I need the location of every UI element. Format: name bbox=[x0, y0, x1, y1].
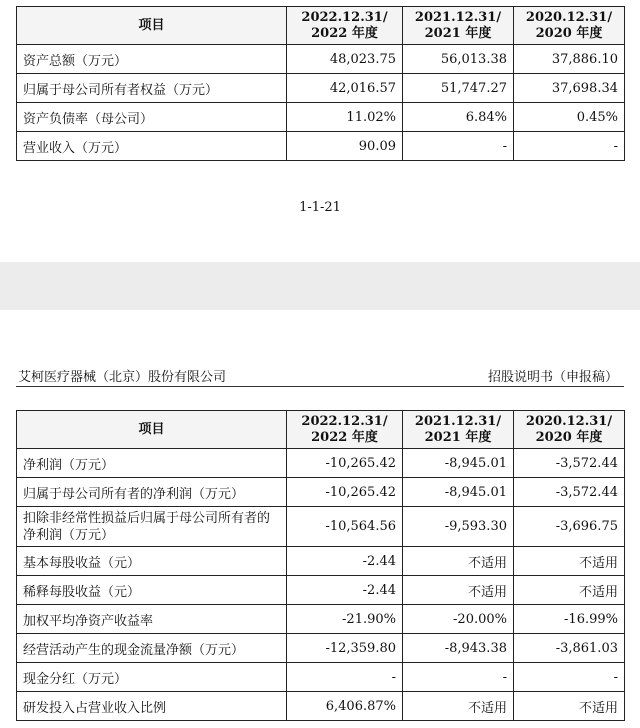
page-number: 1-1-21 bbox=[299, 200, 341, 215]
cell-2020: - bbox=[514, 663, 625, 692]
cell-2020: 0.45% bbox=[514, 103, 625, 132]
column-header-item: 项目 bbox=[17, 7, 287, 45]
cell-2022: -10,265.42 bbox=[287, 478, 403, 507]
cell-2021: 不适用 bbox=[403, 692, 514, 721]
row-label: 现金分红（万元） bbox=[17, 663, 287, 692]
table-row bbox=[17, 547, 625, 576]
cell-2021: -8,945.01 bbox=[403, 478, 514, 507]
financial-summary-table-1 bbox=[16, 6, 625, 161]
cell-2022: -12,359.80 bbox=[287, 634, 403, 663]
table-row bbox=[17, 507, 625, 547]
table-row bbox=[17, 634, 625, 663]
cell-2022: 90.09 bbox=[287, 132, 403, 161]
table-row bbox=[17, 45, 625, 74]
cell-2020: 37,698.34 bbox=[514, 74, 625, 103]
page-separator bbox=[0, 262, 640, 310]
cell-2022: -2.44 bbox=[287, 576, 403, 605]
cell-2022: -2.44 bbox=[287, 547, 403, 576]
row-label: 经营活动产生的现金流量净额（万元） bbox=[17, 634, 287, 663]
cell-2021: 不适用 bbox=[403, 547, 514, 576]
table-row bbox=[17, 74, 625, 103]
column-header-2020: 2020.12.31/ 2020 年度 bbox=[514, 411, 625, 449]
cell-2022: 6,406.87% bbox=[287, 692, 403, 721]
cell-2021: -8,945.01 bbox=[403, 449, 514, 478]
row-label: 归属于母公司所有者的净利润（万元） bbox=[17, 478, 287, 507]
cell-2021: -9,593.30 bbox=[403, 507, 514, 547]
header-divider bbox=[16, 386, 624, 387]
row-label: 净利润（万元） bbox=[17, 449, 287, 478]
cell-2020: -3,572.44 bbox=[514, 449, 625, 478]
cell-2022: 11.02% bbox=[287, 103, 403, 132]
table-header-row bbox=[17, 7, 625, 45]
table-row bbox=[17, 103, 625, 132]
cell-2022: -10,265.42 bbox=[287, 449, 403, 478]
table-row bbox=[17, 692, 625, 721]
cell-2020: 不适用 bbox=[514, 692, 625, 721]
table-row bbox=[17, 663, 625, 692]
column-header-2021: 2021.12.31/ 2021 年度 bbox=[403, 7, 514, 45]
cell-2021: - bbox=[403, 132, 514, 161]
table-row bbox=[17, 576, 625, 605]
row-label: 扣除非经常性损益后归属于母公司所有者的净利润（万元） bbox=[17, 507, 287, 547]
row-label: 资产总额（万元） bbox=[17, 45, 287, 74]
cell-2021: 51,747.27 bbox=[403, 74, 514, 103]
row-label: 归属于母公司所有者权益（万元） bbox=[17, 74, 287, 103]
cell-2021: -8,943.38 bbox=[403, 634, 514, 663]
cell-2022: -10,564.56 bbox=[287, 507, 403, 547]
cell-2021: 56,013.38 bbox=[403, 45, 514, 74]
cell-2022: -21.90% bbox=[287, 605, 403, 634]
table-row bbox=[17, 478, 625, 507]
row-label: 营业收入（万元） bbox=[17, 132, 287, 161]
row-label: 基本每股收益（元） bbox=[17, 547, 287, 576]
document-type-header: 招股说明书（申报稿） bbox=[487, 370, 618, 385]
column-header-2022: 2022.12.31/ 2022 年度 bbox=[287, 7, 403, 45]
column-header-2021: 2021.12.31/ 2021 年度 bbox=[403, 411, 514, 449]
financial-summary-table-2 bbox=[16, 410, 625, 721]
cell-2020: -16.99% bbox=[514, 605, 625, 634]
cell-2022: 48,023.75 bbox=[287, 45, 403, 74]
row-label: 资产负债率（母公司） bbox=[17, 103, 287, 132]
row-label: 稀释每股收益（元） bbox=[17, 576, 287, 605]
cell-2020: -3,861.03 bbox=[514, 634, 625, 663]
table-row bbox=[17, 132, 625, 161]
row-label: 加权平均净资产收益率 bbox=[17, 605, 287, 634]
document-page-2 bbox=[0, 310, 640, 728]
cell-2020: 不适用 bbox=[514, 576, 625, 605]
cell-2021: 不适用 bbox=[403, 576, 514, 605]
cell-2020: -3,696.75 bbox=[514, 507, 625, 547]
row-label: 研发投入占营业收入比例 bbox=[17, 692, 287, 721]
cell-2021: - bbox=[403, 663, 514, 692]
company-name-header: 艾柯医疗器械（北京）股份有限公司 bbox=[18, 370, 227, 385]
cell-2020: -3,572.44 bbox=[514, 478, 625, 507]
cell-2022: 42,016.57 bbox=[287, 74, 403, 103]
cell-2020: 不适用 bbox=[514, 547, 625, 576]
cell-2021: -20.00% bbox=[403, 605, 514, 634]
table-row bbox=[17, 449, 625, 478]
table-header-row bbox=[17, 411, 625, 449]
cell-2022: - bbox=[287, 663, 403, 692]
cell-2020: - bbox=[514, 132, 625, 161]
document-page-1 bbox=[0, 0, 640, 262]
column-header-2020: 2020.12.31/ 2020 年度 bbox=[514, 7, 625, 45]
cell-2020: 37,886.10 bbox=[514, 45, 625, 74]
column-header-2022: 2022.12.31/ 2022 年度 bbox=[287, 411, 403, 449]
column-header-item: 项目 bbox=[17, 411, 287, 449]
cell-2021: 6.84% bbox=[403, 103, 514, 132]
table-row bbox=[17, 605, 625, 634]
